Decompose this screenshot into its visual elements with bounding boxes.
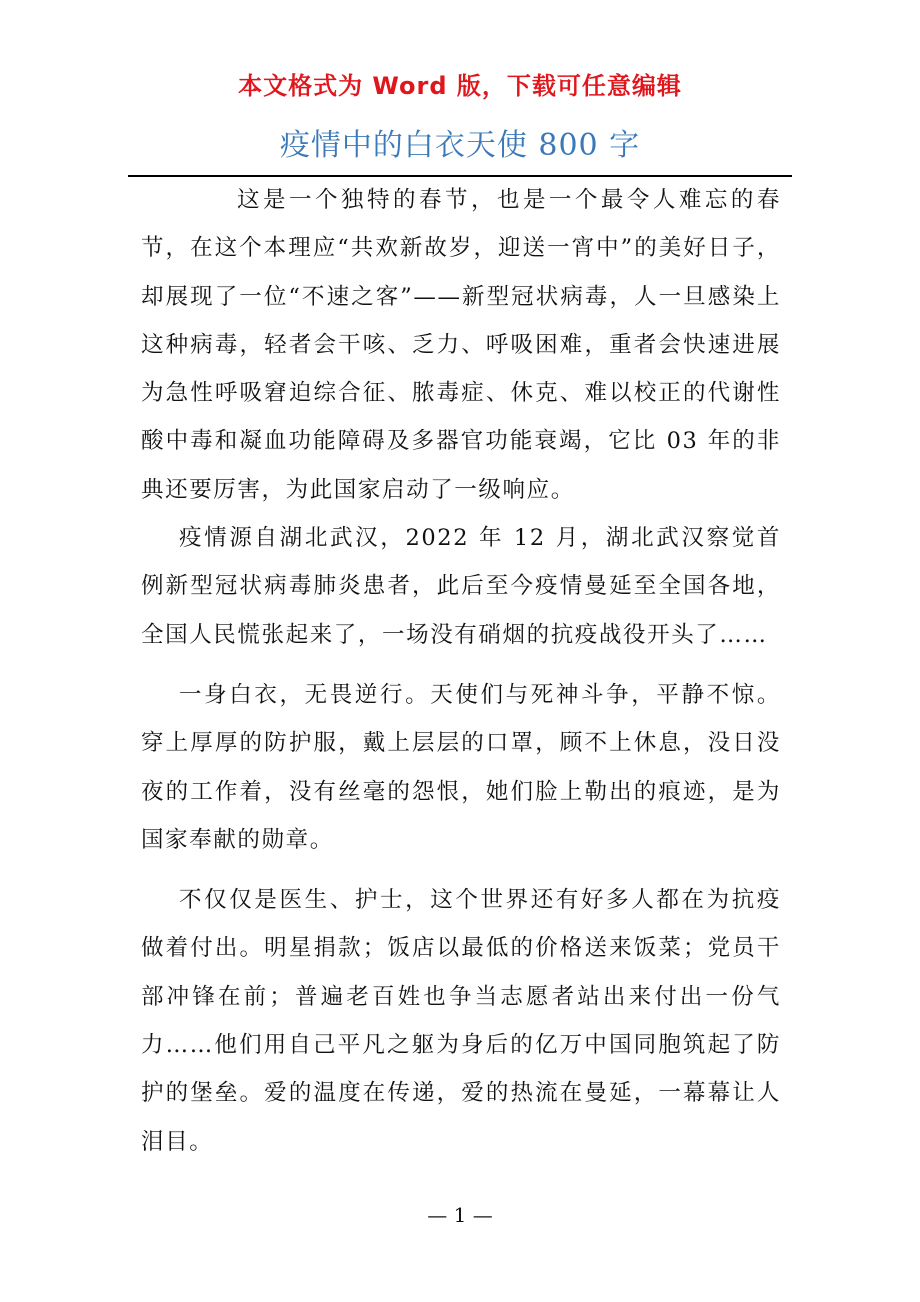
- paragraph-3: 一身白衣，无畏逆行。天使们与死神斗争，平静不惊。穿上厚厚的防护服，戴上层层的口罩，顾不上休息，没日没夜的工作着，没有丝毫的怨恨，她们脸上勒出的痕迹，是为国家奉献的勋章。: [141, 681, 781, 853]
- page-number: — 1 —: [427, 1203, 493, 1227]
- paragraph-1: 这是一个独特的春节，也是一个最令人难忘的春节，在这个本理应“共欢新故岁，迎送一宵中”的美好日子，却展现了一位“不速之客”——新型冠状病毒，人一旦感染上这种病毒，轻者会干咳、乏力、呼吸困难，重者会快速进展为急性呼吸窘迫综合征、脓毒症、休克、难以校正的代谢性酸中毒和凝血功能障碍及多器官功能衰竭，它比 03 年的非典还要厉害，为此国家启动了一级响应。: [141, 187, 781, 503]
- document-title: 疫情中的白衣天使 800 字: [279, 128, 641, 163]
- paragraph-4: 不仅仅是医生、护士，这个世界还有好多人都在为抗疫做着付出。明星捐款；饭店以最低的价格送来饭菜；党员干部冲锋在前；普遍老百姓也争当志愿者站出来付出一份气力……他们用自己平凡之躯为身后的亿万中国同胞筑起了防护的堡垒。爱的温度在传递，爱的热流在曼延，一幕幕让人泪目。: [141, 887, 781, 1155]
- format-notice: 本文格式为 Word 版，下载可任意编辑: [238, 72, 682, 100]
- document-body: [141, 176, 781, 1166]
- paragraph-2: 疫情源自湖北武汉，2022 年 12 月，湖北武汉察觉首例新型冠状病毒肺炎患者，此后至今疫情曼延至全国各地，全国人民慌张起来了，一场没有硝烟的抗疫战役开头了……: [141, 525, 781, 648]
